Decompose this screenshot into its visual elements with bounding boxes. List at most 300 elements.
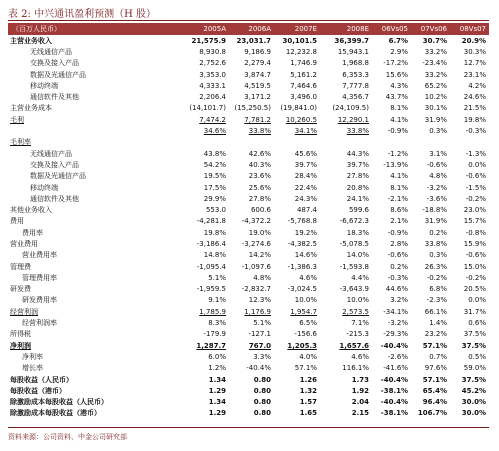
row-value: 4.3% — [390, 81, 408, 90]
row-value: 18.3% — [346, 228, 369, 237]
row-value: 1.73 — [351, 375, 369, 384]
row-value: 0.3% — [429, 251, 447, 260]
row-value: 57.1% — [422, 375, 447, 384]
row-value: 10.0% — [294, 296, 317, 305]
row-label: 通信软件及其他 — [30, 194, 79, 203]
row-value: 4.6% — [299, 273, 317, 282]
row-value: 10.0% — [346, 296, 369, 305]
row-value: 29.9% — [203, 194, 226, 203]
row-label: 除激励成本每股收益（人民币） — [10, 397, 108, 407]
row-value: 6.7% — [388, 36, 408, 45]
row-label: 毛利 — [10, 115, 24, 124]
table-row — [8, 351, 489, 362]
table-row — [8, 46, 489, 57]
row-value: -3,274.6 — [241, 239, 271, 248]
row-value: 4.1% — [390, 115, 408, 124]
header-06vs05: 06Vs05 — [372, 23, 411, 35]
row-label: 每股收益（人民币） — [10, 374, 73, 384]
footer-divider — [8, 427, 489, 428]
row-value — [320, 137, 372, 148]
row-value: 4.1% — [390, 172, 408, 181]
row-value: 4.2% — [468, 81, 486, 90]
row-label: 净利润 — [10, 340, 31, 350]
row-value: -23.4% — [422, 59, 447, 68]
table-row — [8, 204, 489, 215]
row-value — [450, 137, 489, 148]
row-value: 37.5% — [461, 341, 486, 350]
row-value: 4.8% — [253, 273, 271, 282]
table-row — [8, 114, 489, 125]
row-label: 数据及光通信产品 — [30, 70, 86, 79]
header-unit: （百万人民币） — [8, 23, 184, 35]
row-value: 2.1% — [390, 217, 408, 226]
table-row — [8, 80, 489, 91]
row-value: 14.2% — [248, 251, 271, 260]
row-value: 30.7% — [422, 36, 447, 45]
row-value: 33.8% — [424, 239, 447, 248]
row-label: 每股收益（港币） — [10, 385, 66, 395]
row-value: 14.6% — [294, 251, 317, 260]
row-label: 除激励成本每股收益（港币） — [10, 408, 101, 418]
row-value: 34.6% — [203, 127, 226, 136]
row-value: 2.15 — [351, 409, 369, 418]
row-value: 40.3% — [248, 160, 271, 169]
row-value: 1.2% — [208, 364, 226, 373]
row-value: -0.6% — [387, 251, 408, 260]
header-2008e: 2008E — [320, 23, 372, 35]
row-value: 3.1% — [429, 149, 447, 158]
row-value: 3,171.2 — [244, 93, 271, 102]
row-value: -1,959.5 — [196, 285, 226, 294]
row-value: 1.65 — [299, 409, 317, 418]
row-value: 1.26 — [299, 375, 317, 384]
row-value: 65.4% — [422, 386, 447, 395]
row-value: 1,954.7 — [290, 307, 317, 316]
row-value: 1,287.7 — [196, 341, 226, 350]
row-value: 1.34 — [208, 375, 226, 384]
row-value: -0.6% — [465, 172, 486, 181]
row-value: 33.8% — [346, 127, 369, 136]
row-label: 数据及光通信产品 — [30, 172, 86, 181]
row-value: 4,333.1 — [199, 81, 226, 90]
row-value: -2.6% — [387, 352, 408, 361]
table-row — [8, 58, 489, 69]
row-value: 44.3% — [346, 149, 369, 158]
row-value: 14.0% — [346, 251, 369, 260]
row-value: -3.6% — [426, 194, 447, 203]
row-value: 1,785.9 — [199, 307, 226, 316]
row-value: -18.8% — [422, 206, 447, 215]
table-row — [8, 193, 489, 204]
row-value: 65.2% — [424, 81, 447, 90]
row-value: 1,205.3 — [287, 341, 317, 350]
row-value: 31.9% — [424, 217, 447, 226]
row-value: 23.1% — [463, 70, 486, 79]
table-row — [8, 374, 489, 385]
row-value: (19,841.0) — [280, 104, 317, 113]
row-value: (15,250.5) — [234, 104, 271, 113]
row-label: 费用率 — [22, 228, 43, 237]
table-row — [8, 159, 489, 170]
table-row — [8, 363, 489, 374]
row-value: 31.7% — [463, 307, 486, 316]
row-value: 2,573.5 — [342, 307, 369, 316]
table-body — [8, 35, 489, 419]
row-value: -4,382.5 — [287, 239, 317, 248]
header-07vs06: 07Vs06 — [411, 23, 450, 35]
row-value: -6,672.3 — [339, 217, 369, 226]
row-value: -41.6% — [383, 364, 408, 373]
row-value: 30.0% — [461, 398, 486, 407]
row-value: 1,746.9 — [290, 59, 317, 68]
row-label: 营业费用 — [10, 239, 38, 248]
row-value: 0.2% — [390, 262, 408, 271]
row-value: 3,353.0 — [199, 70, 226, 79]
row-value: 3.3% — [253, 352, 271, 361]
header-2006a: 2006A — [229, 23, 274, 35]
row-value: 20.8% — [346, 183, 369, 192]
row-value: -29.3% — [383, 330, 408, 339]
row-label: 研发费用率 — [22, 296, 57, 305]
row-value: -0.3% — [387, 273, 408, 282]
row-label: 交换及接入产品 — [30, 59, 79, 68]
row-label: 所得税 — [10, 330, 31, 339]
row-value: 0.80 — [253, 398, 271, 407]
row-value: -0.2% — [465, 273, 486, 282]
table-row — [8, 397, 489, 408]
row-label: 移动终端 — [30, 81, 58, 90]
table-row — [8, 35, 489, 46]
row-value: 7,474.2 — [199, 115, 226, 124]
row-value: 4,356.7 — [342, 93, 369, 102]
row-value: 4.6% — [351, 352, 369, 361]
table-row — [8, 329, 489, 340]
row-value: 30.0% — [461, 409, 486, 418]
row-value: 3.2% — [390, 296, 408, 305]
row-value: -40.4% — [380, 341, 408, 350]
row-value: 5.1% — [208, 273, 226, 282]
row-value: -0.9% — [387, 228, 408, 237]
table-row — [8, 148, 489, 159]
row-value: -3,643.9 — [339, 285, 369, 294]
row-value: -0.2% — [426, 273, 447, 282]
row-value: 767.0 — [248, 341, 271, 350]
row-value: 6.5% — [299, 319, 317, 328]
row-value: 8.1% — [390, 104, 408, 113]
row-value: -156.6 — [294, 330, 317, 339]
table-row — [8, 250, 489, 261]
row-value: 42.6% — [248, 149, 271, 158]
row-value: 4.8% — [429, 172, 447, 181]
row-value: 12.3% — [248, 296, 271, 305]
row-value: 15.0% — [463, 262, 486, 271]
row-value: 37.5% — [461, 375, 486, 384]
row-value: -13.9% — [383, 160, 408, 169]
row-value: 1.92 — [351, 386, 369, 395]
row-value — [184, 137, 229, 148]
row-value: 8,930.8 — [199, 47, 226, 56]
row-value: 2,752.6 — [199, 59, 226, 68]
row-value: 15,943.1 — [337, 47, 369, 56]
row-value: 57.1% — [422, 341, 447, 350]
row-value: -179.9 — [203, 330, 226, 339]
row-value: 24.6% — [463, 93, 486, 102]
row-value: 6.0% — [208, 352, 226, 361]
row-value: 4.0% — [299, 352, 317, 361]
row-value: 19.2% — [294, 228, 317, 237]
table-row — [8, 216, 489, 227]
header-2005a: 2005A — [184, 23, 229, 35]
row-value: -40.4% — [380, 398, 408, 407]
row-value: 4.4% — [351, 273, 369, 282]
row-value: 45.6% — [294, 149, 317, 158]
row-value: 19.8% — [463, 115, 486, 124]
row-label: 净利率 — [22, 352, 43, 361]
table-row — [8, 408, 489, 419]
row-value: 5.1% — [253, 319, 271, 328]
row-value: 25.6% — [248, 183, 271, 192]
row-value: 7,777.8 — [342, 81, 369, 90]
row-value: 1.29 — [208, 409, 226, 418]
row-label: 交换及接入产品 — [30, 160, 79, 169]
row-label: 研发费 — [10, 285, 31, 294]
row-label: 通信软件及其他 — [30, 93, 79, 102]
row-value: 106.7% — [417, 409, 447, 418]
row-value: 23,031.7 — [236, 36, 271, 45]
row-value: 0.7% — [429, 352, 447, 361]
table-row — [8, 227, 489, 238]
row-value: -0.3% — [465, 127, 486, 136]
row-label: 管理费用率 — [22, 273, 57, 282]
row-value: 19.0% — [248, 228, 271, 237]
row-value: 39.7% — [346, 160, 369, 169]
row-value: -38.1% — [380, 386, 408, 395]
row-value: -127.1 — [248, 330, 271, 339]
row-value: -0.2% — [465, 194, 486, 203]
row-value: 3,874.7 — [244, 70, 271, 79]
row-label: 无线通信产品 — [30, 47, 72, 56]
row-value: 599.6 — [348, 206, 369, 215]
table-row — [8, 261, 489, 272]
row-value: 10.2% — [424, 93, 447, 102]
row-value: -38.1% — [380, 409, 408, 418]
table-row — [8, 272, 489, 283]
table-title: 表 2: 中兴通讯盈利预测（H 股） — [8, 9, 156, 20]
row-value: 33.2% — [424, 47, 447, 56]
row-value: 6,353.3 — [342, 70, 369, 79]
row-value: 7.1% — [351, 319, 369, 328]
row-value: -34.1% — [383, 307, 408, 316]
row-value: 0.2% — [429, 228, 447, 237]
row-value: 0.0% — [468, 296, 486, 305]
row-value: 66.1% — [424, 307, 447, 316]
row-value: 24.3% — [294, 194, 317, 203]
row-value: 2.9% — [390, 47, 408, 56]
row-value: 9.1% — [208, 296, 226, 305]
row-label: 移动终端 — [30, 183, 58, 192]
table-row — [8, 238, 489, 249]
row-value: (24,109.5) — [332, 104, 369, 113]
row-value: -0.8% — [465, 228, 486, 237]
table-row — [8, 69, 489, 80]
row-value: 9,186.9 — [244, 47, 271, 56]
row-value: -17.2% — [383, 59, 408, 68]
row-value: 15.6% — [385, 70, 408, 79]
row-label: 管理费 — [10, 262, 31, 271]
row-value: 97.6% — [424, 364, 447, 373]
row-value: 24.1% — [346, 194, 369, 203]
row-value: 487.4 — [296, 206, 317, 215]
row-value: -1,097.6 — [241, 262, 271, 271]
row-value: 1,968.8 — [342, 59, 369, 68]
row-value: 28.4% — [294, 172, 317, 181]
row-label: 其他业务收入 — [10, 206, 52, 215]
row-value: 39.7% — [294, 160, 317, 169]
row-value: 2,279.4 — [244, 59, 271, 68]
row-value: -0.9% — [387, 127, 408, 136]
row-value: 0.80 — [253, 386, 271, 395]
table-row — [8, 103, 489, 114]
table-row — [8, 306, 489, 317]
row-value: 0.0% — [468, 160, 486, 169]
source-note: 资料来源：公司资料，中金公司研究部 — [8, 433, 127, 441]
row-value: (14,101.7) — [189, 104, 226, 113]
row-label: 主营业务成本 — [10, 104, 52, 113]
table-row — [8, 295, 489, 306]
row-value: 30.1% — [424, 104, 447, 113]
row-label: 费用 — [10, 217, 24, 226]
row-value: -1.5% — [465, 183, 486, 192]
row-value: 45.2% — [461, 386, 486, 395]
row-value: 43.7% — [385, 93, 408, 102]
row-value: 21.5% — [463, 104, 486, 113]
row-value: 12,290.1 — [337, 115, 369, 124]
row-value: 57.1% — [294, 364, 317, 373]
row-value: -40.4% — [380, 375, 408, 384]
row-value: 54.2% — [203, 160, 226, 169]
row-value: 33.8% — [248, 127, 271, 136]
row-value: 14.8% — [203, 251, 226, 260]
table-row — [8, 125, 489, 136]
table-row — [8, 317, 489, 328]
row-value: 8.1% — [390, 183, 408, 192]
header-2007e: 2007E — [274, 23, 320, 35]
row-value: 1.32 — [299, 386, 317, 395]
row-value: 3,496.0 — [290, 93, 317, 102]
row-value: 7,464.6 — [290, 81, 317, 90]
row-value: 4,519.5 — [244, 81, 271, 90]
table-row — [8, 137, 489, 148]
row-value: 2,206.4 — [199, 93, 226, 102]
profit-forecast-table — [8, 23, 489, 419]
row-label: 增长率 — [22, 364, 43, 373]
row-value: 553.0 — [205, 206, 226, 215]
row-value: -1,095.4 — [196, 262, 226, 271]
row-value: 1.57 — [299, 398, 317, 407]
table-row — [8, 171, 489, 182]
row-value: 19.8% — [203, 228, 226, 237]
row-value: 1.34 — [208, 398, 226, 407]
row-value: 10,260.5 — [285, 115, 317, 124]
row-value: 26.3% — [424, 262, 447, 271]
row-value: 22.4% — [294, 183, 317, 192]
row-value: -1,386.3 — [287, 262, 317, 271]
row-value: 116.1% — [342, 364, 369, 373]
row-value: 30,101.5 — [282, 36, 317, 45]
row-value: -1.2% — [387, 149, 408, 158]
row-value: -0.6% — [426, 160, 447, 169]
table-row — [8, 284, 489, 295]
row-value: -4,372.2 — [241, 217, 271, 226]
row-value: 5,161.2 — [290, 70, 317, 79]
row-value: -215.3 — [346, 330, 369, 339]
row-value: 33.2% — [424, 70, 447, 79]
row-value: 34.1% — [294, 127, 317, 136]
row-value: 23.6% — [248, 172, 271, 181]
row-value: -1.3% — [465, 149, 486, 158]
row-value: 37.5% — [463, 330, 486, 339]
row-value: -1,593.8 — [339, 262, 369, 271]
table-row — [8, 182, 489, 193]
row-value: -3,024.5 — [287, 285, 317, 294]
row-value: 19.5% — [203, 172, 226, 181]
row-value: 2.04 — [351, 398, 369, 407]
title-divider — [8, 20, 489, 21]
row-value — [274, 137, 320, 148]
row-value: 0.5% — [468, 352, 486, 361]
row-value: 27.8% — [248, 194, 271, 203]
row-value: 20.5% — [463, 285, 486, 294]
row-value: 96.4% — [422, 398, 447, 407]
row-value: -3.2% — [426, 183, 447, 192]
row-value: 15.9% — [463, 239, 486, 248]
row-value: -2.3% — [426, 296, 447, 305]
row-value: 0.3% — [429, 127, 447, 136]
row-label: 经营利润率 — [22, 319, 57, 328]
row-value — [372, 137, 411, 148]
row-value: 600.6 — [250, 206, 271, 215]
row-value: 0.6% — [468, 319, 486, 328]
row-value: 1,176.9 — [244, 307, 271, 316]
row-value: 43.8% — [203, 149, 226, 158]
row-label — [8, 125, 184, 136]
row-value — [229, 137, 274, 148]
row-value: 21,575.9 — [191, 36, 226, 45]
row-label: 无线通信产品 — [30, 149, 72, 158]
row-value: 27.8% — [346, 172, 369, 181]
row-value: 30.3% — [463, 47, 486, 56]
row-label: 毛利率 — [10, 138, 31, 147]
row-value: -3.2% — [387, 319, 408, 328]
table-row — [8, 385, 489, 396]
row-value: 0.80 — [253, 409, 271, 418]
row-value: 8.6% — [390, 206, 408, 215]
row-value: 23.0% — [463, 206, 486, 215]
row-value: 12,232.8 — [285, 47, 317, 56]
row-value: 0.80 — [253, 375, 271, 384]
row-value: 1.4% — [429, 319, 447, 328]
row-value: -4,281.8 — [196, 217, 226, 226]
row-value: 23.2% — [424, 330, 447, 339]
row-value: 36,399.7 — [334, 36, 369, 45]
row-label: 营业费用率 — [22, 251, 57, 260]
row-value: -5,078.5 — [339, 239, 369, 248]
row-value: -2.1% — [387, 194, 408, 203]
row-value: 20.9% — [461, 36, 486, 45]
row-value: 7,781.2 — [244, 115, 271, 124]
table-row — [8, 340, 489, 351]
table-header-row — [8, 23, 489, 35]
